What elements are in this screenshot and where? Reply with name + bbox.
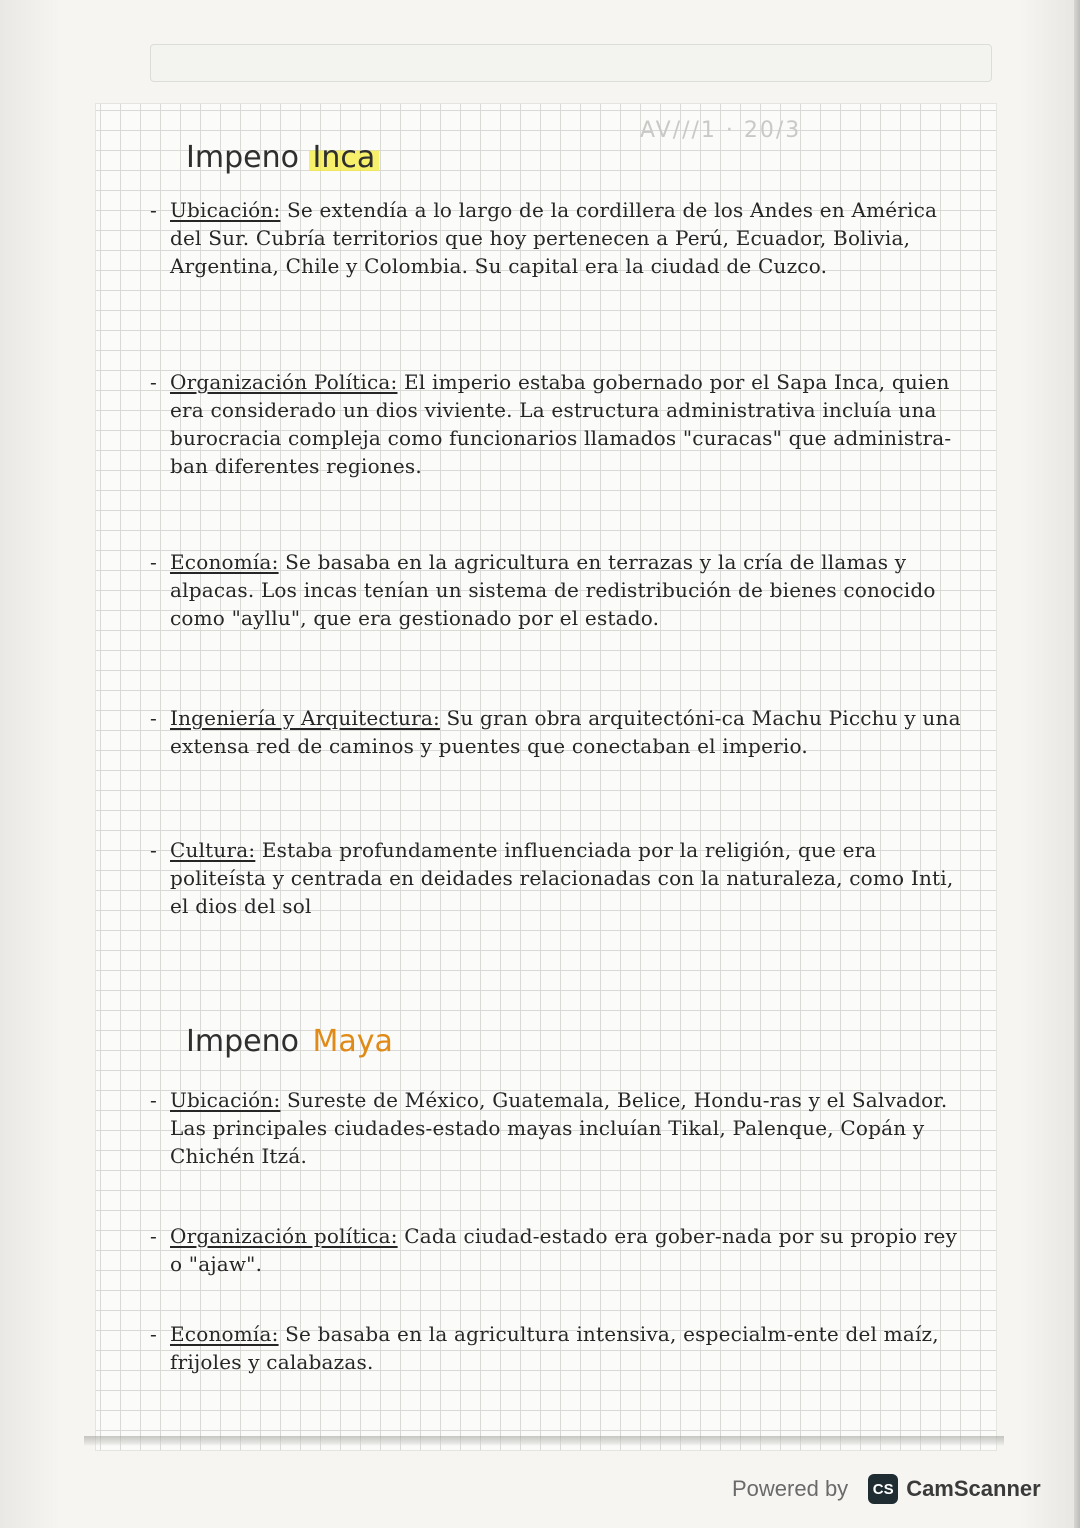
paper-bottom-edge	[84, 1436, 1004, 1446]
powered-by-text: Powered by	[732, 1476, 849, 1501]
entry-label: Ubicación:	[170, 198, 281, 222]
entry-text: Sureste de México, Guatemala, Belice, Hondu-ras y el Salvador. Las principales ciudades-estado mayas incluían Tikal, Palenque, Copán y Chichén Itzá.	[170, 1088, 948, 1168]
inca-entry-ubicacion: - Ubicación: Se extendía a lo largo de la cordillera de los Andes en América del Sur. Cubría territorios que hoy pertenecen a Perú, Ecuador, Bolivia, Argentina, Chile y Colombia. Su capital era la ciudad de Cuzco.	[150, 198, 938, 278]
entry-text: Se basaba en la agricultura en terrazas y la cría de llamas y alpacas. Los incas tenían un sistema de redistribución de bienes conocido como "ayllu", que era gestionado por el estado.	[170, 550, 936, 630]
faded-date-mark: AV///1 · 20/3	[640, 118, 802, 143]
inca-entry-cultura: - Cultura: Estaba profundamente influenciada por la religión, que era politeísta y centrada en deidades relacionadas con la naturaleza, como Inti, el dios del sol	[150, 838, 954, 918]
entry-label: Economía:	[170, 550, 279, 574]
maya-title	[186, 1024, 397, 1059]
inca-title-highlight: Inca	[309, 140, 380, 175]
maya-entry-ubicacion: - Ubicación: Sureste de México, Guatemala, Belice, Hondu-ras y el Salvador. Las principales ciudades-estado mayas incluían Tikal, Palenque, Copán y Chichén Itzá.	[150, 1088, 948, 1168]
maya-title-word: Impeno	[186, 1024, 299, 1059]
entry-label: Organización política:	[170, 1224, 398, 1248]
page-edge	[1074, 0, 1080, 1528]
entry-text: Su gran obra arquitectóni-ca Machu Picchu y una extensa red de caminos y puentes que conectaban el imperio.	[170, 706, 961, 758]
maya-title-highlight: Maya	[312, 1024, 393, 1059]
entry-label: Organización Política:	[170, 370, 398, 394]
entry-label: Cultura:	[170, 838, 256, 862]
inca-title-word: Impeno	[186, 140, 299, 175]
entry-label: Ubicación:	[170, 1088, 281, 1112]
entry-text: Estaba profundamente influenciada por la religión, que era politeísta y centrada en deidades relacionadas con la naturaleza, como Inti, el dios del sol	[170, 838, 954, 918]
scanner-top-bar	[150, 44, 992, 82]
entry-label: Ingeniería y Arquitectura:	[170, 706, 440, 730]
entry-text: Se extendía a lo largo de la cordillera de los Andes en América del Sur. Cubría territorios que hoy pertenecen a Perú, Ecuador, Bolivia, Argentina, Chile y Colombia. Su capital era la ciudad de Cuzco.	[170, 198, 938, 278]
maya-entry-economia: - Economía: Se basaba en la agricultura intensiva, especialm-ente del maíz, frijoles y calabazas.	[150, 1322, 939, 1374]
maya-entry-organizacion: - Organización política: Cada ciudad-estado era gober-nada por su propio rey o "ajaw".	[150, 1224, 958, 1276]
camscanner-logo-icon: CS	[868, 1474, 898, 1504]
camscanner-footer	[732, 1472, 1041, 1506]
camscanner-brand: CamScanner	[906, 1476, 1041, 1501]
entry-text: Se basaba en la agricultura intensiva, especialm-ente del maíz, frijoles y calabazas.	[170, 1322, 939, 1374]
inca-entry-ingenieria: - Ingeniería y Arquitectura: Su gran obra arquitectóni-ca Machu Picchu y una extensa red de caminos y puentes que conectaban el imperio.	[150, 706, 961, 758]
inca-title	[186, 140, 379, 175]
entry-text: Cada ciudad-estado era gober-nada por su propio rey o "ajaw".	[170, 1224, 958, 1276]
inca-entry-organizacion: - Organización Política: El imperio estaba gobernado por el Sapa Inca, quien era considerado un dios viviente. La estructura administrativa incluía una burocracia compleja como funcionarios llamados "curacas" que administra-ban diferentes regiones.	[150, 370, 952, 478]
entry-label: Economía:	[170, 1322, 279, 1346]
inca-entry-economia: - Economía: Se basaba en la agricultura en terrazas y la cría de llamas y alpacas. Los incas tenían un sistema de redistribución de bienes conocido como "ayllu", que era gestionado por el estado.	[150, 550, 936, 630]
entry-text: El imperio estaba gobernado por el Sapa Inca, quien era considerado un dios viviente. La estructura administrativa incluía una burocracia compleja como funcionarios llamados "curacas" que administra-ban diferentes regiones.	[170, 370, 952, 478]
